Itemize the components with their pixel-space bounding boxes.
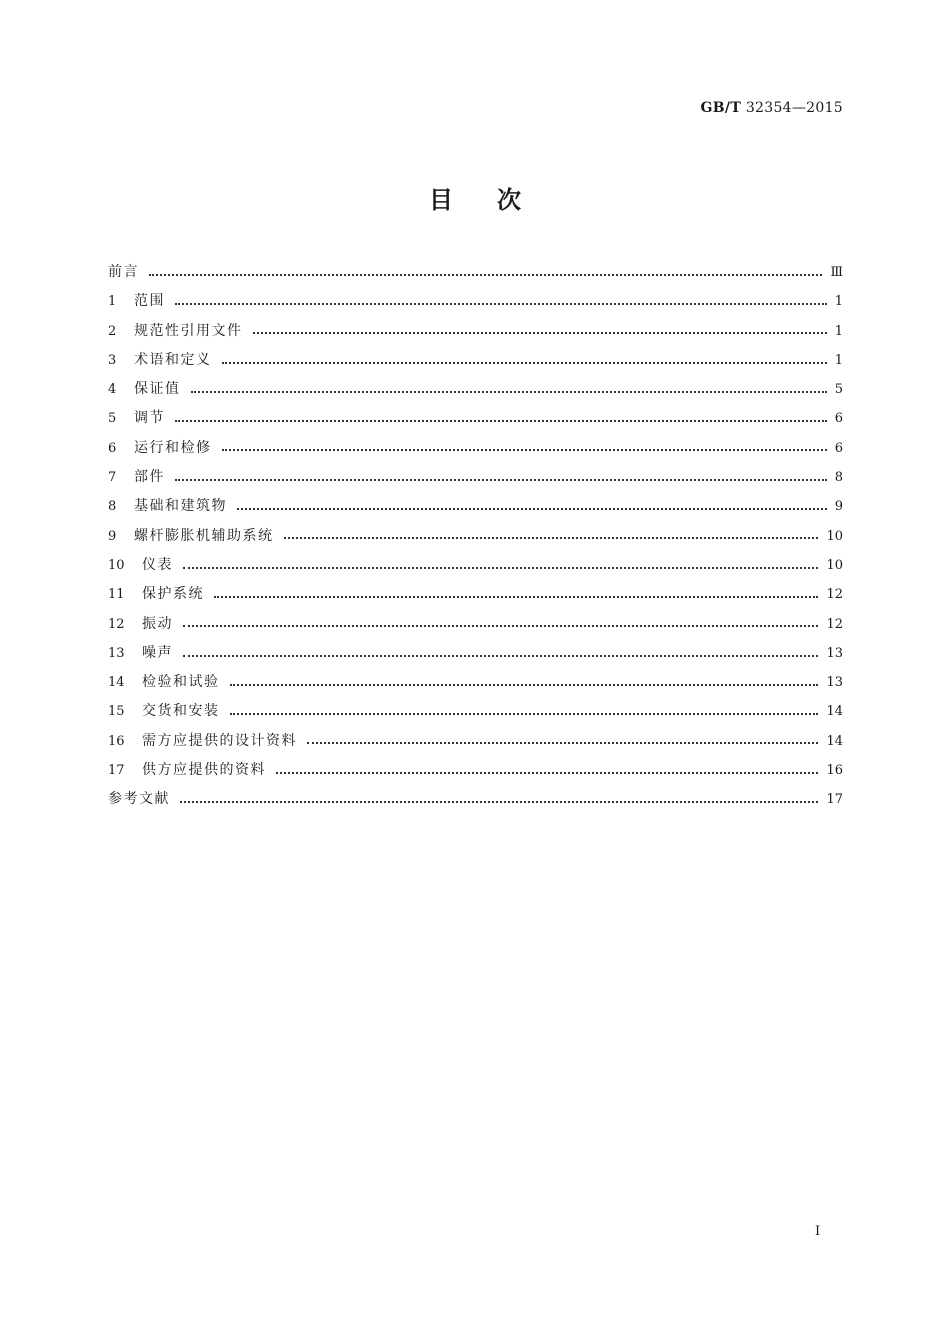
toc-entry-title: 参考文献: [108, 791, 170, 808]
toc-entry-number: 17: [108, 763, 125, 779]
toc-entry[interactable]: [108, 580, 843, 609]
toc-entry-title: 运行和检修: [134, 439, 212, 456]
toc-entry-title: 基础和建筑物: [134, 498, 227, 515]
toc-entry-title: 部件: [134, 469, 165, 486]
standard-prefix: GB/T: [700, 100, 742, 116]
toc-entry-number: 1: [108, 294, 117, 310]
toc-entry[interactable]: [108, 287, 843, 316]
toc-entry-page: 13: [826, 645, 843, 661]
toc-entry[interactable]: [108, 639, 843, 668]
toc-entry-number: 12: [108, 616, 125, 632]
standard-code: [701, 100, 843, 116]
toc-entry-page: 12: [826, 616, 843, 632]
toc-entry-title: 规范性引用文件: [134, 322, 243, 339]
toc-dot-leader: [183, 559, 818, 573]
toc-entry[interactable]: [108, 492, 843, 521]
toc-dot-leader: [237, 500, 827, 514]
toc-entry-number: 5: [108, 411, 117, 427]
toc-entry-number: 3: [108, 352, 117, 368]
toc-entry-page: 6: [834, 411, 843, 427]
toc-entry-number: 11: [108, 587, 125, 603]
toc-entry-page: Ⅲ: [830, 265, 843, 280]
toc-dot-leader: [180, 793, 818, 807]
toc-entry[interactable]: [108, 317, 843, 346]
toc-entry-title: 调节: [134, 410, 165, 427]
toc-entry[interactable]: [108, 756, 843, 785]
toc-entry-number: 10: [108, 557, 125, 573]
toc-entry-title: 术语和定义: [134, 351, 212, 368]
toc-dot-leader: [175, 295, 827, 309]
toc-entry-number: 8: [108, 499, 117, 515]
toc-entry[interactable]: [108, 375, 843, 404]
toc-entry-number: 14: [108, 675, 125, 691]
toc-dot-leader: [183, 647, 818, 661]
toc-entry-title: 检验和试验: [142, 674, 220, 691]
toc-entry[interactable]: [108, 551, 843, 580]
toc-entry[interactable]: [108, 727, 843, 756]
toc-entry-title: 范围: [134, 293, 165, 310]
toc-dot-leader: [149, 266, 822, 280]
toc-entry-title: 保护系统: [142, 586, 204, 603]
toc-entry[interactable]: [108, 668, 843, 697]
toc-dot-leader: [307, 734, 818, 748]
toc-entry-page: 14: [826, 704, 843, 720]
toc-entry[interactable]: [108, 610, 843, 639]
toc-entry-title: 振动: [142, 615, 173, 632]
toc-entry-number: 15: [108, 704, 125, 720]
toc-entry-page: 1: [834, 352, 843, 368]
toc-dot-leader: [175, 471, 827, 485]
toc-dot-leader: [284, 529, 819, 543]
toc-entry[interactable]: [108, 697, 843, 726]
toc-entry-page: 14: [826, 733, 843, 749]
toc-entry-page: 16: [826, 763, 843, 779]
toc-dot-leader: [183, 617, 818, 631]
toc-entry-page: 10: [826, 528, 843, 544]
toc-entry-title: 交货和安装: [142, 703, 220, 720]
toc-dot-leader: [230, 676, 819, 690]
toc-entry-number: 2: [108, 323, 117, 339]
toc-entry-title: 需方应提供的设计资料: [142, 732, 297, 749]
toc-entry-page: 13: [826, 675, 843, 691]
table-of-contents: [108, 258, 843, 815]
page-title: 目次: [429, 185, 565, 214]
toc-entry-number: 6: [108, 440, 117, 456]
toc-entry-title: 噪声: [142, 644, 173, 661]
toc-entry-page: 6: [834, 440, 843, 456]
toc-entry[interactable]: [108, 404, 843, 433]
toc-entry[interactable]: [108, 258, 843, 287]
toc-entry-number: 4: [108, 382, 117, 398]
toc-dot-leader: [230, 705, 819, 719]
toc-dot-leader: [214, 588, 818, 602]
toc-entry-title: 仪表: [142, 556, 173, 573]
toc-entry-title: 保证值: [134, 381, 181, 398]
toc-entry-number: 9: [108, 528, 117, 544]
standard-number: 32354—2015: [745, 100, 843, 116]
toc-entry-page: 5: [834, 382, 843, 398]
toc-dot-leader: [276, 764, 818, 778]
toc-entry-page: 1: [834, 294, 843, 310]
toc-entry[interactable]: [108, 434, 843, 463]
toc-entry[interactable]: [108, 785, 843, 814]
toc-entry-number: 13: [108, 645, 125, 661]
toc-entry-page: 8: [834, 470, 843, 486]
toc-entry-title: 供方应提供的资料: [142, 762, 266, 779]
toc-entry-number: 7: [108, 470, 117, 486]
page-number: I: [815, 1224, 821, 1239]
toc-entry-page: 10: [826, 557, 843, 573]
toc-entry-title: 螺杆膨胀机辅助系统: [134, 527, 274, 544]
toc-entry-page: 12: [826, 587, 843, 603]
toc-entry-page: 1: [834, 323, 843, 339]
toc-entry-page: 17: [826, 792, 843, 808]
toc-entry-title: 前言: [108, 264, 139, 280]
toc-entry[interactable]: [108, 522, 843, 551]
toc-dot-leader: [191, 383, 827, 397]
toc-dot-leader: [222, 441, 827, 455]
toc-dot-leader: [175, 412, 827, 426]
toc-dot-leader: [253, 324, 827, 338]
toc-dot-leader: [222, 354, 827, 368]
toc-entry[interactable]: [108, 463, 843, 492]
toc-entry-number: 16: [108, 733, 125, 749]
toc-entry-page: 9: [834, 499, 843, 515]
toc-entry[interactable]: [108, 346, 843, 375]
